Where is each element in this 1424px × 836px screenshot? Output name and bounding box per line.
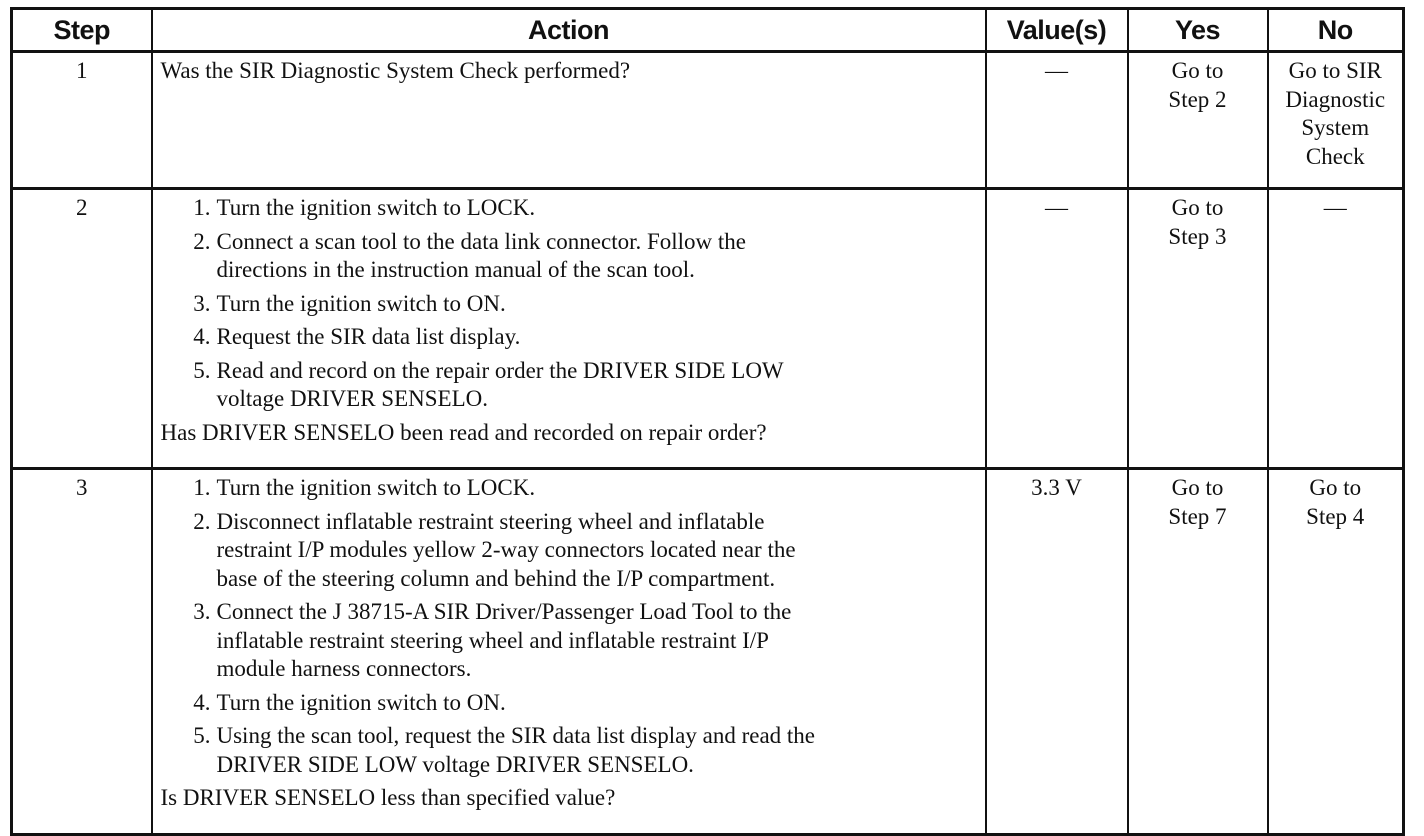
step-number: 3	[12, 469, 152, 835]
action-steps	[161, 194, 979, 414]
header-step: Step	[12, 9, 152, 52]
action-step-text: Turn the ignition switch to LOCK.	[216, 475, 536, 500]
action-cell	[152, 469, 986, 835]
action-step-number: 5.	[193, 357, 211, 383]
action-step-text: Turn the ignition switch to ON.	[216, 689, 506, 715]
value-text: —	[1045, 58, 1068, 83]
value-cell	[986, 189, 1128, 469]
action-question: Is DRIVER SENSELO less than specified value?	[160, 785, 616, 810]
diagnostic-table	[10, 7, 1405, 836]
action-step-number: 2.	[193, 508, 211, 534]
action-step-number: 1.	[193, 475, 211, 500]
action-step-number: 1.	[193, 195, 211, 220]
action-step-text: Connect a scan tool to the data link connector. Follow the directions in the instruction manual of the scan tool.	[216, 228, 747, 282]
action-step-text: Read and record on the repair order the DRIVER SIDE LOW voltage DRIVER SENSELO.	[216, 357, 784, 411]
action-step-text: Using the scan tool, request the SIR data list display and read the DRIVER SIDE LOW voltage DRIVER SENSELO.	[216, 723, 816, 777]
header-row	[12, 9, 1404, 52]
action-step	[161, 323, 979, 352]
action-step-text: Connect the J 38715-A SIR Driver/Passenger Load Tool to the inflatable restraint steering wheel and inflatable restraint I/P module harness connectors.	[216, 599, 792, 681]
no-cell: Go to Step 4	[1268, 469, 1404, 835]
action-step-number: 2.	[193, 228, 211, 254]
action-step	[161, 290, 979, 319]
action-step	[161, 357, 979, 414]
value-text: 3.3 V	[1031, 475, 1082, 500]
table-row	[12, 189, 1404, 469]
value-cell	[986, 52, 1128, 189]
action-step	[161, 228, 979, 285]
action-step	[161, 598, 979, 684]
action-step-number: 3.	[193, 599, 211, 624]
action-cell	[152, 189, 986, 469]
step-number: 1	[12, 52, 152, 189]
header-action: Action	[152, 9, 986, 52]
action-step-number: 4.	[193, 689, 211, 715]
no-cell	[1268, 189, 1404, 469]
value-text: —	[1045, 195, 1068, 220]
action-step-number: 3.	[193, 290, 211, 316]
action-question: Was the SIR Diagnostic System Check performed?	[160, 58, 631, 83]
yes-cell: Go to Step 3	[1128, 189, 1268, 469]
action-step	[161, 474, 979, 503]
table-row	[12, 52, 1404, 189]
header-yes: Yes	[1128, 9, 1268, 52]
action-step	[161, 689, 979, 718]
header-no: No	[1268, 9, 1404, 52]
action-step-number: 5.	[193, 723, 211, 748]
action-steps	[161, 474, 979, 779]
table-row	[12, 469, 1404, 835]
step-number: 2	[12, 189, 152, 469]
no-cell: Go to SIR Diagnostic System Check	[1268, 52, 1404, 189]
action-step	[161, 508, 979, 594]
action-step-number: 4.	[193, 324, 211, 349]
action-cell	[152, 52, 986, 189]
action-step	[161, 722, 979, 779]
no-text: —	[1323, 195, 1347, 220]
value-cell	[986, 469, 1128, 835]
action-question: Has DRIVER SENSELO been read and recorded on repair order?	[160, 419, 767, 445]
action-step-text: Request the SIR data list display.	[216, 324, 521, 349]
action-step-text: Turn the ignition switch to LOCK.	[216, 195, 536, 220]
yes-cell: Go to Step 7	[1128, 469, 1268, 835]
action-step-text: Turn the ignition switch to ON.	[216, 290, 506, 316]
action-step	[161, 194, 979, 223]
action-step-text: Disconnect inflatable restraint steering wheel and inflatable restraint I/P modules yellow 2-way connectors located near the base of the steering column and behind the I/P compartment.	[216, 508, 796, 591]
yes-cell: Go to Step 2	[1128, 52, 1268, 189]
header-values: Value(s)	[986, 9, 1128, 52]
